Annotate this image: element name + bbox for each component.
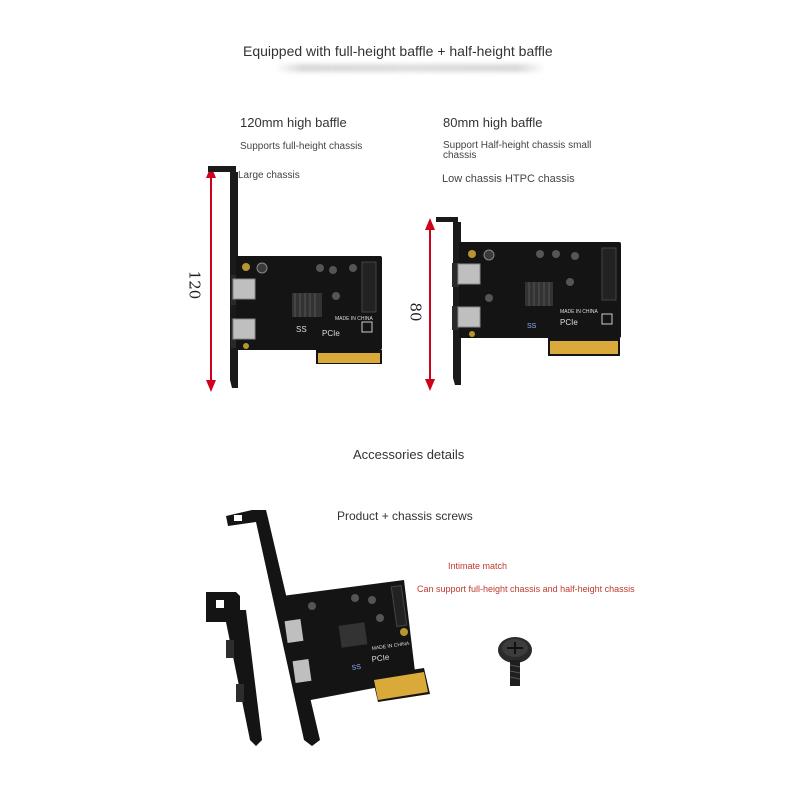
accessories-ss-mark: SS bbox=[351, 663, 362, 672]
half-height-made-in-mark: MADE IN CHINA bbox=[560, 309, 598, 315]
full-height-pcie-mark: PCIe bbox=[322, 329, 340, 338]
page-title: Equipped with full-height baffle + half-height baffle bbox=[243, 43, 553, 59]
full-height-subtitle: Supports full-height chassis bbox=[240, 141, 363, 152]
half-height-chassis-label: Low chassis HTPC chassis bbox=[442, 173, 575, 185]
half-height-ss-mark: SS bbox=[527, 323, 537, 330]
half-height-pcie-mark: PCIe bbox=[560, 318, 578, 327]
full-height-title: 120mm high baffle bbox=[240, 115, 347, 130]
spare-half-height-bracket bbox=[206, 592, 262, 746]
accessories-note-title: Intimate match bbox=[448, 561, 508, 571]
half-height-dimension: 80 bbox=[406, 302, 425, 322]
full-height-dimension-arrow bbox=[206, 166, 216, 392]
half-height-subtitle: Support Half-height chassis small chassis bbox=[443, 140, 592, 161]
half-height-dimension-arrow bbox=[425, 218, 435, 391]
half-height-title: 80mm high baffle bbox=[443, 115, 543, 130]
accessories-title: Accessories details bbox=[353, 447, 465, 462]
accessories-illustration bbox=[0, 480, 800, 800]
accessories-note-text: Can support full-height chassis and half-height chassis bbox=[417, 584, 635, 594]
full-height-ss-mark: SS bbox=[296, 325, 307, 334]
half-height-pcb bbox=[458, 242, 621, 356]
accessories-made-in-mark: MADE IN CHINA bbox=[371, 640, 410, 652]
half-height-bracket bbox=[436, 217, 462, 385]
full-height-dimension: 120 bbox=[185, 270, 204, 300]
accessories-caption: Product + chassis screws bbox=[337, 509, 473, 523]
full-height-pcb bbox=[233, 256, 382, 364]
full-height-made-in-mark: MADE IN CHINA bbox=[335, 316, 373, 322]
accessories-pcie-mark: PCIe bbox=[371, 652, 390, 664]
full-height-chassis-label: Large chassis bbox=[238, 170, 300, 181]
chassis-screw bbox=[498, 637, 532, 686]
